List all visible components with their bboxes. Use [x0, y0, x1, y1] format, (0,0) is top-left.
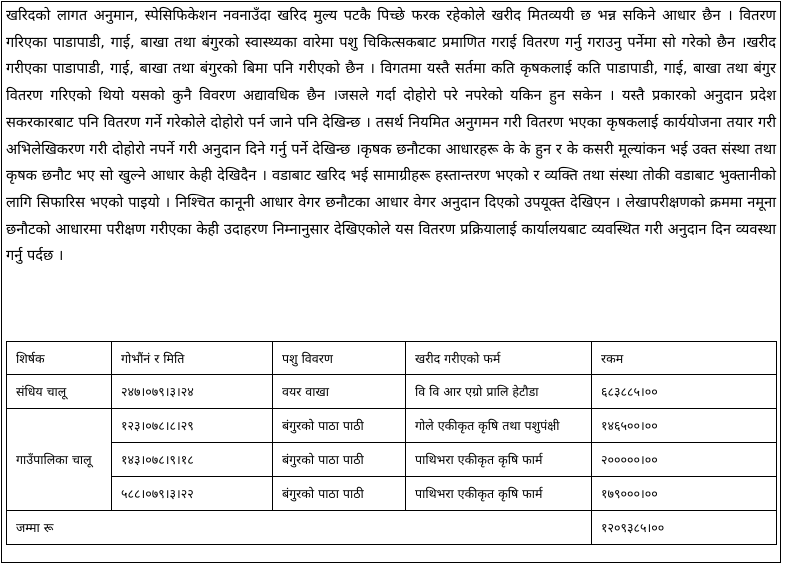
table-row: [7, 443, 777, 477]
cell-voucher: २४७।०७९।३।२४: [112, 375, 273, 409]
cell-animal: बंगुरको पाठा पाठी: [273, 443, 406, 477]
table-row: [7, 375, 777, 409]
header-purchase-firm: खरीद गरीएको फर्म: [406, 342, 592, 375]
header-animal-details: पशु विवरण: [273, 342, 406, 375]
cell-animal: बंगुरको पाठा पाठी: [273, 409, 406, 443]
grant-sample-table: [6, 341, 777, 545]
header-title: शिर्षक: [7, 342, 112, 375]
table-row: [7, 477, 777, 511]
cell-firm: वि वि आर एग्रो प्रालि हेटौडा: [406, 375, 592, 409]
audit-paragraph: खरिदको लागत अनुमान, स्पेसिफिकेशन नवनाउँदा खरिद मुल्य पटकै पिच्छे फरक रहेकोले खरीद मितव्ययी छ भन्न सकिने आधार छैन । वितरण गरिएका पाडापाडी, गाई, बाखा तथा बंगुरको स्वास्थ्यका वारेमा पशु चिकित्सकबाट प्रमाणित गराई वितरण गर्नु गराउनु पर्नेमा सो गरेको छैन ।खरीद गरीएका पाडापाडी, गाई, बाखा तथा बंगुरको बिमा पनि गरीएको छैन । विगतमा यस्तै सर्तमा कति कृषकलाई कति पाडापाडी, गाई, बाखा तथा बंगुर वितरण गरिएको थियो यसको कुनै विवरण अद्यावधिक छैन ।जसले गर्दा दोहोरो परे नपरेको यकिन हुन सकेन । यस्तै प्रकारको अनुदान प्रदेश सकरकारबाट पनि वितरण गर्ने गरेकोले दोहोरो पर्न जाने पनि देखिन्छ । तसर्थ नियमित अनुगमन गरी वितरण भएका कृषकलाई कार्ययोजना तयार गरी अभिलेखिकरण गरी दोहोरो नपर्ने गरी अनुदान दिने गर्नु पर्ने देखिन्छ ।कृषक छनौटका आधारहरू के के हुन र के कसरी मूल्यांकन भई उक्त संस्था तथा कृषक छनौट भए सो खुल्ने आधार केही देखिदैन । वडाबाट खरिद भई सामाग्रीहरू हस्तान्तरण भएको र व्यक्ति तथा संस्था तोकी वडाबाट भुक्तानीको लागि सिफारिस भएको पाइयो । निश्चित कानूनी आधार वेगर छनौटका आधार वेगर अनुदान दिएको उपयूक्त देखिएन । लेखापरीक्षणको क्रममा नमूना छनौटको आधारमा परीक्षण गरीएका केही उदाहरण निम्नानुसार देखिएकोले यस वितरण प्रक्रियालाई कार्यालयबाट व्यवस्थित गरी अनुदान दिन व्यवस्था गर्नु पर्दछ ।: [6, 7, 776, 265]
cell-voucher: १२३।०७८।८।२९: [112, 409, 273, 443]
cell-amount: १७९०००।००: [592, 477, 777, 511]
cell-amount: १४६५००।००: [592, 409, 777, 443]
cell-firm: गोले एकीकृत कृषि तथा पशुपंक्षी: [406, 409, 592, 443]
cell-amount: २०००००।००: [592, 443, 777, 477]
table-row: [7, 409, 777, 443]
table-total-row: [7, 511, 777, 545]
cell-animal: वयर वाखा: [273, 375, 406, 409]
cell-title: संधिय चालू: [7, 375, 112, 409]
cell-voucher: ५८८।०७९।३।२२: [112, 477, 273, 511]
cell-firm: पाथिभरा एकीकृत कृषि फार्म: [406, 443, 592, 477]
total-amount: १२०९३८५।००: [592, 511, 777, 545]
cell-amount: ६८३८८५।००: [592, 375, 777, 409]
header-voucher-date: गोभौंनं र मिति: [112, 342, 273, 375]
cell-title: गाउँपालिका चालू: [7, 409, 112, 511]
total-label: जम्मा रू: [7, 511, 592, 545]
header-amount: रकम: [592, 342, 777, 375]
table-header-row: [7, 342, 777, 375]
cell-voucher: १४३।०७८।९।१८: [112, 443, 273, 477]
cell-animal: बंगुरको पाठा पाठी: [273, 477, 406, 511]
cell-firm: पाथिभरा एकीकृत कृषि फार्म: [406, 477, 592, 511]
